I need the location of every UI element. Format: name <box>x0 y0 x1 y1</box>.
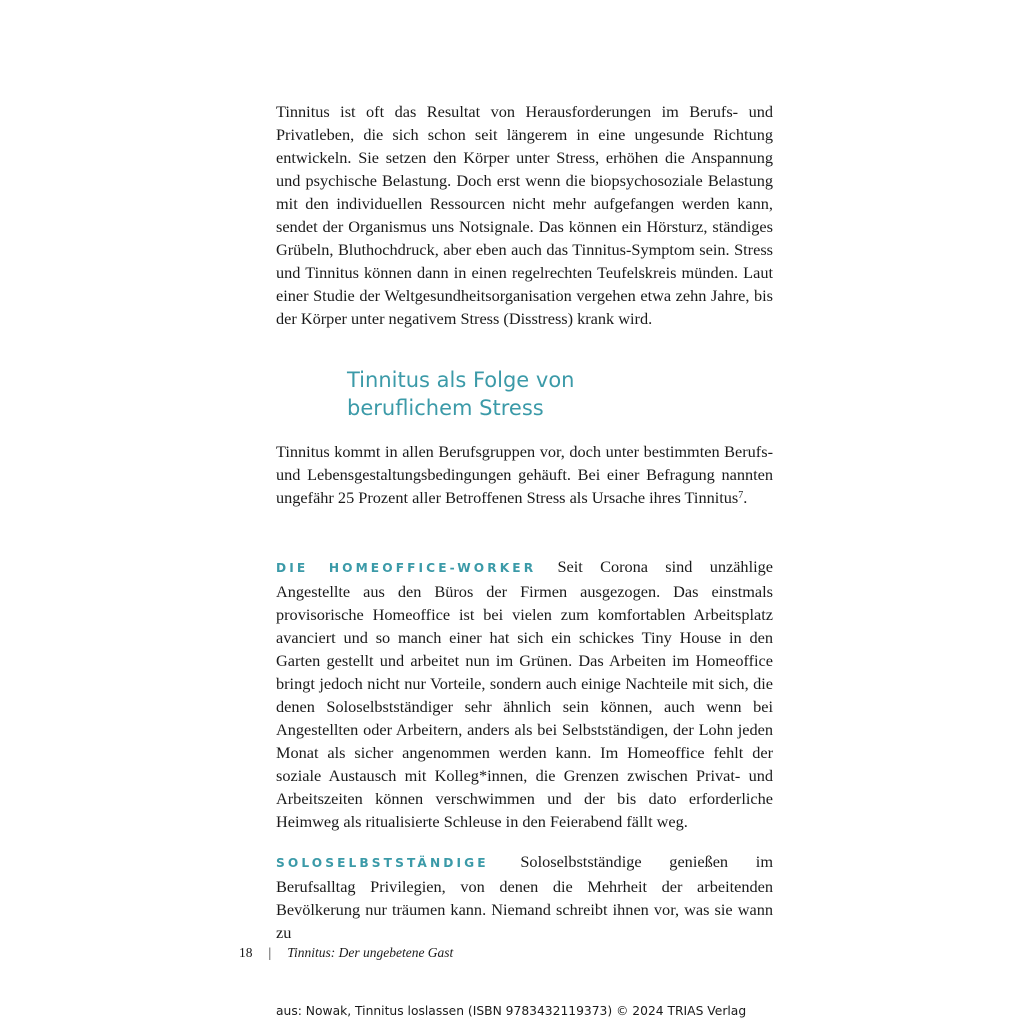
homeoffice-lead-heading: DIE HOMEOFFICE-WORKER <box>276 561 537 575</box>
homeoffice-paragraph-text: Seit Corona sind unzählige Angestellte aus den Büros der Firmen ausgezogen. Das einstmals provisorische Homeoffice ist bei vielen zum komfortablen Arbeitsplatz avanciert und so manch einer hat sich ein schickes Tiny House in den Garten gestellt und arbeitet nun im Grünen. Das Arbeiten im Homeoffice bringt jedoch nicht nur Vorteile, sondern auch einige Nachteile mit sich, die denen Soloselbstständiger sehr ähnlich sein können, auch wenn bei Angestellten oder Arbeitern, anders als bei Selbstständigen, der Lohn jeden Monat als sicher angenommen werden kann. Im Homeoffice fehlt der soziale Austausch mit Kolleg*innen, die Grenzen zwischen Privat- und Arbeitszeiten können verschwimmen und der bis dato erforderliche Heimweg als ritualisierte Schleuse in den Feierabend fällt weg. <box>276 557 773 831</box>
section-paragraph <box>276 440 773 509</box>
section-paragraph-end: . <box>743 488 748 507</box>
soloselbststaendige-paragraph-text: Soloselbstständige genießen im Berufsalltag Privilegien, von denen die Mehrheit der arbeitenden Bevölkerung nur träumen kann. Niemand schreibt ihnen vor, was sie wann zu <box>276 852 773 942</box>
page-footer <box>239 945 453 961</box>
section-heading-line1: Tinnitus als Folge von <box>347 368 575 392</box>
running-book-title: Tinnitus: Der ungebetene Gast <box>287 945 454 960</box>
footnote-reference: 7 <box>738 490 744 501</box>
page-number: 18 <box>239 945 253 960</box>
homeoffice-paragraph <box>276 555 773 833</box>
section-heading-line2: beruflichem Stress <box>347 396 544 420</box>
section-heading <box>347 366 767 422</box>
source-citation: aus: Nowak, Tinnitus loslassen (ISBN 9783432119373) © 2024 TRIAS Verlag <box>276 1004 747 1018</box>
section-paragraph-text: Tinnitus kommt in allen Berufsgruppen vor, doch unter bestimmten Berufs- und Lebensgestaltungsbedingungen gehäuft. Bei einer Befragung nannten ungefähr 25 Prozent aller Betroffenen Stress als Ursache ihres Tinnitus <box>276 442 773 507</box>
intro-paragraph: Tinnitus ist oft das Resultat von Herausforderungen im Berufs- und Privatleben, die sich schon seit längerem in eine ungesunde Richtung entwickeln. Sie setzen den Körper unter Stress, erhöhen die Anspannung und psychische Belastung. Doch erst wenn die biopsychosoziale Belastung mit den individuellen Ressourcen nicht mehr aufgefangen werden kann, sendet der Organismus uns Notsignale. Das können ein Hörsturz, ständiges Grübeln, Bluthochdruck, aber eben auch das Tinnitus-Symptom sein. Stress und Tinnitus können dann in einen regelrechten Teufelskreis münden. Laut einer Studie der Weltgesundheitsorganisation vergehen etwa zehn Jahre, bis der Körper unter negativem Stress (Disstress) krank wird. <box>276 102 773 328</box>
soloselbststaendige-paragraph <box>276 850 773 944</box>
footer-separator: | <box>268 945 272 960</box>
soloselbststaendige-lead-heading: SOLOSELBSTSTÄNDIGE <box>276 856 489 870</box>
